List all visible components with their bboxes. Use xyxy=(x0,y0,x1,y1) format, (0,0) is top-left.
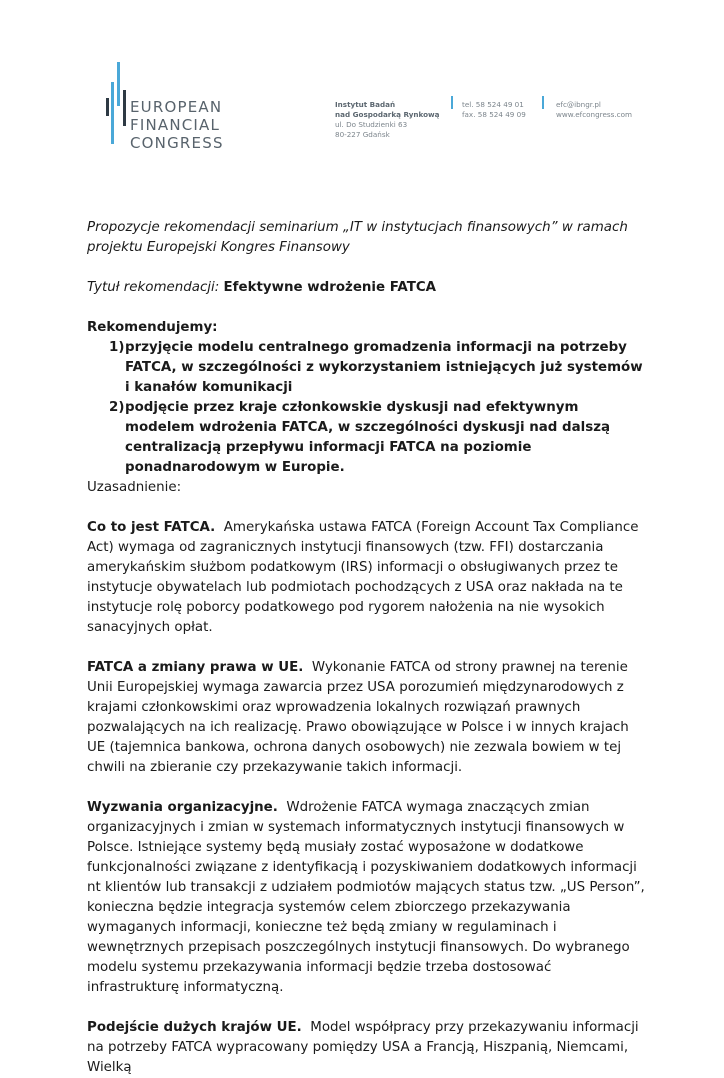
section-body: Wykonanie FATCA od strony prawnej na terenie Unii Europejskiej wymaga zawarcia przez USA porozumień międzynarodowych z krajami członkowskimi oraz wprowadzenia lokalnych rozwiązań prawnych pozwalających na ich realizację. Prawo obowiązujące w Polsce i w innych krajach UE (tajemnica bankowa, ochrona danych osobowych) nie zezwala bowiem w tej chwili na zbieranie czy przekazywanie takich informacji. xyxy=(87,660,629,775)
web-block xyxy=(556,100,632,120)
logo-bar-4 xyxy=(123,90,126,126)
intro-text: Propozycje rekomendacji seminarium „IT w instytucjach finansowych” w ramach projektu Europejski Kongres Finansowy xyxy=(87,220,628,255)
title-value: Efektywne wdrożenie FATCA xyxy=(223,280,437,295)
phone-fax: fax. 58 524 49 09 xyxy=(462,110,526,119)
section-paragraph xyxy=(87,658,647,778)
section-heading: FATCA a zmiany prawa w UE. xyxy=(87,660,304,675)
section-heading: Podejście dużych krajów UE. xyxy=(87,1020,302,1035)
institute-name-line1: Instytut Badań xyxy=(335,100,396,109)
section-body: Amerykańska ustawa FATCA (Foreign Account Tax Compliance Act) wymaga od zagranicznych instytucji finansowych (tzw. FFI) dostarczania amerykańskim służbom podatkowym (IRS) informacji o obsługiwanych przez te instytucje obywatelach lub podmiotach pochodzących z USA oraz nakłada na te instytucje rolę poborcy podatkowego pod rygorem nałożenia na nie wysokich sanacyjnych opłat. xyxy=(87,520,639,635)
logo-text-line1: EUROPEAN xyxy=(130,98,223,116)
recommend-heading: Rekomendujemy: xyxy=(87,320,218,335)
title-line xyxy=(87,278,647,298)
document-body xyxy=(87,218,647,1078)
logo-text-line2: FINANCIAL xyxy=(130,116,221,134)
logo-bar-3 xyxy=(117,62,120,106)
section-paragraph xyxy=(87,1018,647,1078)
section-heading: Co to jest FATCA. xyxy=(87,520,216,535)
institute-name-line2: nad Gospodarką Rynkową xyxy=(335,110,440,119)
title-label: Tytuł rekomendacji: xyxy=(87,280,220,295)
logo-text-line3: CONGRESS xyxy=(130,134,224,152)
section-body: Model współpracy przy przekazywaniu informacji na potrzeby FATCA wypracowany pomiędzy USA a Francją, Hiszpanią, Niemcami, Wielką xyxy=(87,1020,639,1075)
header-divider-1 xyxy=(451,96,453,109)
address-street: ul. Do Studzienki 63 xyxy=(335,120,408,129)
address-block xyxy=(335,100,440,140)
phone-tel: tel. 58 524 49 01 xyxy=(462,100,524,109)
recommendation-item xyxy=(87,338,647,398)
efc-logo xyxy=(100,60,240,160)
recommendation-item xyxy=(87,398,647,478)
phone-block xyxy=(462,100,526,120)
section-heading: Wyzwania organizacyjne. xyxy=(87,800,278,815)
recommendation-text: przyjęcie modelu centralnego gromadzenia informacji na potrzeby FATCA, w szczególności z wykorzystaniem istniejących już systemów i kanałów komunikacji xyxy=(125,340,643,395)
section-paragraph xyxy=(87,798,647,998)
justification-label: Uzasadnienie: xyxy=(87,480,182,495)
logo-bar-1 xyxy=(106,98,109,116)
address-city: 80-227 Gdańsk xyxy=(335,130,390,139)
recommendation-number: 2) xyxy=(109,400,125,415)
contact-email[interactable]: efc@ibngr.pl xyxy=(556,100,601,109)
section-paragraph xyxy=(87,518,647,638)
logo-bar-2 xyxy=(111,82,114,144)
recommendation-text: podjęcie przez kraje członkowskie dyskusji nad efektywnym modelem wdrożenia FATCA, w szczególności dyskusji nad dalszą centralizacją przepływu informacji FATCA na poziomie ponadnarodowym w Europie. xyxy=(125,400,611,475)
section-body: Wdrożenie FATCA wymaga znaczących zmian organizacyjnych i zmian w systemach informatycznych instytucji finansowych w Polsce. Istniejące systemy będą musiały zostać wyposażone w dodatkowe funkcjonalności związane z identyfikacją i pozyskiwaniem dodatkowych informacji nt klientów lub transakcji z udziałem podmiotów mających status tzw. „US Person”, konieczna będzie integracja systemów celem zbiorczego przekazywania wymaganych informacji, konieczne też będą zmiany w regulaminach i wewnętrznych przepisach poszczególnych instytucji finansowych. Do wybranego modelu systemu przekazywania informacji będzie trzeba dostosować infrastrukturę informatyczną. xyxy=(87,800,645,995)
website-link[interactable]: www.efcongress.com xyxy=(556,110,633,119)
header-divider-2 xyxy=(542,96,544,109)
recommendation-number: 1) xyxy=(109,340,125,355)
